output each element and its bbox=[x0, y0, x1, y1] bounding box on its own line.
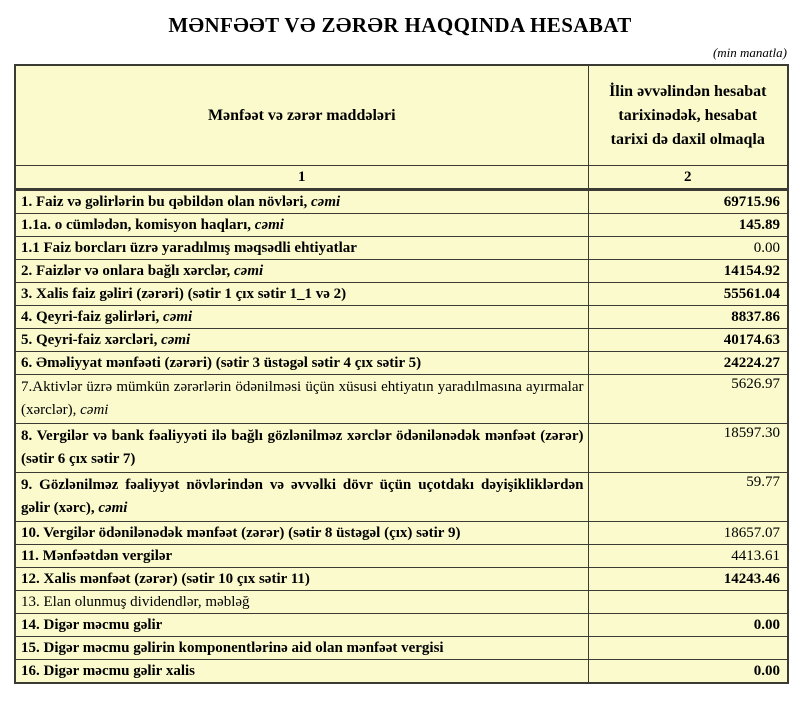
row-label: 4. Qeyri-faiz gəlirləri, bbox=[21, 309, 164, 325]
table-row bbox=[15, 473, 788, 522]
column-header-period: İlin əvvəlindən hesabat tarixinədək, hesabat tarixi də daxil olmaqla bbox=[588, 65, 788, 166]
row-value-cell: 145.89 bbox=[588, 214, 788, 237]
row-label: 2. Faizlər və onlara bağlı xərclər, bbox=[21, 263, 235, 279]
row-value-cell: 18597.30 bbox=[588, 424, 788, 473]
row-label: 3. Xalis faiz gəliri (zərəri) (sətir 1 çıx sətir 1_1 və 2) bbox=[21, 286, 347, 302]
row-value-cell: 18657.07 bbox=[588, 522, 788, 545]
row-value-cell: 4413.61 bbox=[588, 545, 788, 568]
table-row bbox=[15, 568, 788, 591]
table-row bbox=[15, 214, 788, 237]
row-label: 16. Digər məcmu gəlir xalis bbox=[21, 663, 195, 679]
table-row bbox=[15, 522, 788, 545]
row-label-cell bbox=[15, 237, 588, 260]
row-label-suffix: cəmi bbox=[254, 217, 284, 233]
row-label: 15. Digər məcmu gəlirin komponentlərinə aid olan mənfəət vergisi bbox=[21, 640, 444, 656]
row-label: 12. Xalis mənfəət (zərər) (sətir 10 çıx sətir 11) bbox=[21, 571, 310, 587]
row-label-cell bbox=[15, 190, 588, 214]
unit-note: (min manatla) bbox=[712, 45, 787, 60]
row-value-cell: 14154.92 bbox=[588, 260, 788, 283]
row-value-cell bbox=[588, 637, 788, 660]
row-value-cell: 0.00 bbox=[588, 237, 788, 260]
row-label-cell bbox=[15, 545, 588, 568]
row-value-cell: 59.77 bbox=[588, 473, 788, 522]
table-row bbox=[15, 306, 788, 329]
table-row bbox=[15, 591, 788, 614]
row-label-cell bbox=[15, 375, 588, 424]
row-label-cell bbox=[15, 614, 588, 637]
row-value-cell: 69715.96 bbox=[588, 190, 788, 214]
table-row bbox=[15, 260, 788, 283]
row-value-cell: 40174.63 bbox=[588, 329, 788, 352]
row-label: 1.1 Faiz borcları üzrə yaradılmış məqsədli ehtiyatlar bbox=[21, 240, 357, 256]
row-value-cell: 14243.46 bbox=[588, 568, 788, 591]
row-label: 11. Mənfəətdən vergilər bbox=[21, 548, 173, 564]
column-number-2: 2 bbox=[588, 166, 788, 190]
column-number-1: 1 bbox=[15, 166, 588, 190]
row-label-cell bbox=[15, 214, 588, 237]
table-row bbox=[15, 424, 788, 473]
table-row bbox=[15, 545, 788, 568]
row-value-cell: 0.00 bbox=[588, 660, 788, 684]
row-label: 13. Elan olunmuş dividendlər, məbləğ bbox=[21, 594, 250, 610]
table-row bbox=[15, 352, 788, 375]
row-label: 5. Qeyri-faiz xərcləri, bbox=[21, 332, 162, 348]
row-label: 9. Gözlənilməz fəaliyyət növlərindən və əvvəlki dövr üçün uçotdakı dəyişikliklərdən gəlir (xərc), bbox=[21, 477, 584, 516]
row-value-cell: 8837.86 bbox=[588, 306, 788, 329]
header-row bbox=[15, 65, 788, 166]
row-label: 6. Əməliyyat mənfəəti (zərəri) (sətir 3 üstəgəl sətir 4 çıx sətir 5) bbox=[21, 355, 422, 371]
row-label-cell bbox=[15, 306, 588, 329]
row-label-cell bbox=[15, 424, 588, 473]
row-label-cell bbox=[15, 352, 588, 375]
row-label-cell bbox=[15, 329, 588, 352]
row-label-cell bbox=[15, 568, 588, 591]
row-value-cell: 24224.27 bbox=[588, 352, 788, 375]
row-label-suffix: cəmi bbox=[161, 332, 191, 348]
table-row bbox=[15, 614, 788, 637]
row-label-cell bbox=[15, 473, 588, 522]
table-row bbox=[15, 283, 788, 306]
row-value-cell: 0.00 bbox=[588, 614, 788, 637]
table-row bbox=[15, 237, 788, 260]
table-row bbox=[15, 637, 788, 660]
row-label: 1. Faiz və gəlirlərin bu qəbildən olan növləri, bbox=[21, 194, 311, 210]
page-title: MƏNFƏƏT VƏ ZƏRƏR HAQQINDA HESABAT bbox=[168, 13, 632, 37]
row-value-cell: 5626.97 bbox=[588, 375, 788, 424]
row-label: 7.Aktivlər üzrə mümkün zərərlərin ödənilməsi üçün xüsusi ehtiyatın yaradılmasına ayırmalar (xərclər), bbox=[21, 379, 584, 418]
profit-loss-table bbox=[14, 64, 789, 684]
table-row bbox=[15, 190, 788, 214]
row-value-cell bbox=[588, 591, 788, 614]
row-label-cell bbox=[15, 522, 588, 545]
row-label-cell bbox=[15, 637, 588, 660]
column-number-row bbox=[15, 166, 788, 190]
row-label-cell bbox=[15, 591, 588, 614]
table-row bbox=[15, 329, 788, 352]
row-label-suffix: cəmi bbox=[311, 194, 341, 210]
column-header-items: Mənfəət və zərər maddələri bbox=[15, 65, 588, 166]
row-label: 10. Vergilər ödənilənədək mənfəət (zərər) (sətir 8 üstəgəl (çıx) sətir 9) bbox=[21, 525, 461, 541]
row-value-cell: 55561.04 bbox=[588, 283, 788, 306]
row-label-suffix: cəmi bbox=[234, 263, 264, 279]
row-label: 1.1a. o cümlədən, komisyon haqları, bbox=[21, 217, 255, 233]
table-row bbox=[15, 375, 788, 424]
row-label: 14. Digər məcmu gəlir bbox=[21, 617, 163, 633]
row-label-suffix: cəmi bbox=[98, 500, 128, 516]
row-label-suffix: cəmi bbox=[80, 402, 109, 418]
row-label-cell bbox=[15, 260, 588, 283]
row-label-cell bbox=[15, 283, 588, 306]
table-row bbox=[15, 660, 788, 684]
row-label: 8. Vergilər və bank fəaliyyəti ilə bağlı gözlənilməz xərclər ödənilənədək mənfəət (zərər) (sətir 6 çıx sətir 7) bbox=[21, 428, 584, 467]
row-label-cell bbox=[15, 660, 588, 684]
row-label-suffix: cəmi bbox=[163, 309, 193, 325]
